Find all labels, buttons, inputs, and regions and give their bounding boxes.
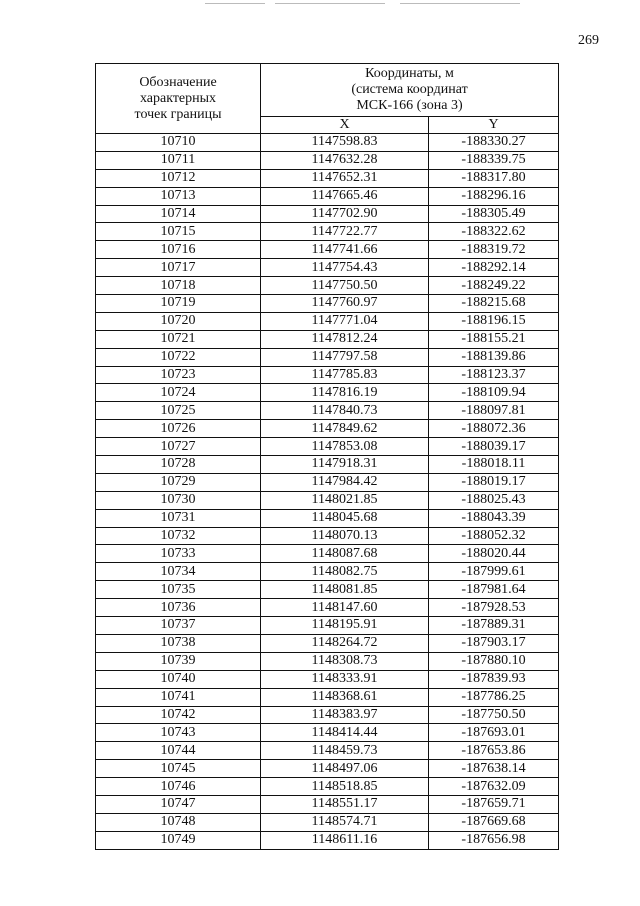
table-row [96, 205, 559, 223]
table-row [96, 581, 559, 599]
point-id-cell: 10728 [96, 456, 261, 474]
point-id-cell: 10738 [96, 634, 261, 652]
point-id-cell: 10711 [96, 151, 261, 169]
table-row [96, 778, 559, 796]
table-row [96, 688, 559, 706]
y-coordinate-cell: -187903.17 [429, 634, 559, 652]
top-scan-rule [275, 3, 385, 4]
top-scan-rule [205, 3, 265, 4]
table-row [96, 366, 559, 384]
point-id-cell: 10723 [96, 366, 261, 384]
point-id-cell: 10720 [96, 312, 261, 330]
point-id-cell: 10745 [96, 760, 261, 778]
table-row [96, 563, 559, 581]
y-coordinate-cell: -188215.68 [429, 295, 559, 313]
y-coordinate-cell: -188019.17 [429, 473, 559, 491]
y-coordinate-cell: -188339.75 [429, 151, 559, 169]
y-coordinate-cell: -188020.44 [429, 545, 559, 563]
table-row [96, 473, 559, 491]
x-coordinate-cell: 1147702.90 [261, 205, 429, 223]
x-coordinate-cell: 1147840.73 [261, 402, 429, 420]
x-coordinate-cell: 1148518.85 [261, 778, 429, 796]
point-id-cell: 10741 [96, 688, 261, 706]
point-id-cell: 10749 [96, 831, 261, 849]
x-coordinate-cell: 1148368.61 [261, 688, 429, 706]
x-coordinate-cell: 1148414.44 [261, 724, 429, 742]
x-coordinate-cell: 1147918.31 [261, 456, 429, 474]
table-row [96, 634, 559, 652]
point-id-cell: 10718 [96, 277, 261, 295]
point-id-cell: 10744 [96, 742, 261, 760]
coordinates-header [261, 64, 559, 117]
point-id-cell: 10715 [96, 223, 261, 241]
x-coordinate-cell: 1147771.04 [261, 312, 429, 330]
y-coordinate-cell: -188039.17 [429, 438, 559, 456]
x-coordinate-cell: 1147750.50 [261, 277, 429, 295]
y-coordinate-cell: -188317.80 [429, 169, 559, 187]
table-row [96, 402, 559, 420]
x-coordinate-cell: 1147632.28 [261, 151, 429, 169]
y-coordinate-cell: -187889.31 [429, 617, 559, 635]
point-id-cell: 10710 [96, 134, 261, 152]
point-id-cell: 10717 [96, 259, 261, 277]
y-coordinate-cell: -188018.11 [429, 456, 559, 474]
table-row [96, 330, 559, 348]
y-coordinate-cell: -188052.32 [429, 527, 559, 545]
table-row [96, 599, 559, 617]
table-row [96, 223, 559, 241]
table-row [96, 420, 559, 438]
table-row [96, 134, 559, 152]
y-coordinate-cell: -188319.72 [429, 241, 559, 259]
point-id-cell: 10712 [96, 169, 261, 187]
x-coordinate-cell: 1148611.16 [261, 831, 429, 849]
y-coordinate-cell: -188043.39 [429, 509, 559, 527]
x-coordinate-cell: 1148021.85 [261, 491, 429, 509]
table-row [96, 241, 559, 259]
top-scan-rule [400, 3, 520, 4]
table-row [96, 187, 559, 205]
coordinates-header-line: (система координат [351, 82, 468, 97]
table-row [96, 813, 559, 831]
y-coordinate-cell: -187999.61 [429, 563, 559, 581]
point-id-cell: 10730 [96, 491, 261, 509]
x-coordinate-cell: 1148574.71 [261, 813, 429, 831]
x-coordinate-cell: 1147652.31 [261, 169, 429, 187]
y-coordinate-cell: -188139.86 [429, 348, 559, 366]
designation-header [96, 64, 261, 134]
x-coordinate-cell: 1147760.97 [261, 295, 429, 313]
y-column-header: Y [429, 117, 559, 134]
table-row [96, 760, 559, 778]
table-row [96, 348, 559, 366]
x-coordinate-cell: 1147754.43 [261, 259, 429, 277]
table-row [96, 169, 559, 187]
y-coordinate-cell: -187669.68 [429, 813, 559, 831]
y-coordinate-cell: -187632.09 [429, 778, 559, 796]
point-id-cell: 10725 [96, 402, 261, 420]
y-coordinate-cell: -187786.25 [429, 688, 559, 706]
y-coordinate-cell: -187880.10 [429, 652, 559, 670]
point-id-cell: 10722 [96, 348, 261, 366]
x-column-header: X [261, 117, 429, 134]
y-coordinate-cell: -188196.15 [429, 312, 559, 330]
x-coordinate-cell: 1147741.66 [261, 241, 429, 259]
y-coordinate-cell: -188109.94 [429, 384, 559, 402]
table-row [96, 277, 559, 295]
table-row [96, 491, 559, 509]
table-row [96, 295, 559, 313]
y-coordinate-cell: -188155.21 [429, 330, 559, 348]
table-row [96, 742, 559, 760]
x-coordinate-cell: 1148070.13 [261, 527, 429, 545]
point-id-cell: 10748 [96, 813, 261, 831]
designation-header-line: точек границы [134, 106, 222, 122]
y-coordinate-cell: -187656.98 [429, 831, 559, 849]
point-id-cell: 10726 [96, 420, 261, 438]
x-coordinate-cell: 1148308.73 [261, 652, 429, 670]
point-id-cell: 10733 [96, 545, 261, 563]
coordinates-header-line: МСК-166 (зона 3) [356, 98, 463, 113]
point-id-cell: 10729 [96, 473, 261, 491]
point-id-cell: 10713 [96, 187, 261, 205]
y-coordinate-cell: -187981.64 [429, 581, 559, 599]
y-coordinate-cell: -188330.27 [429, 134, 559, 152]
designation-header-line: характерных [139, 90, 217, 106]
table-row [96, 545, 559, 563]
x-coordinate-cell: 1148081.85 [261, 581, 429, 599]
x-coordinate-cell: 1148195.91 [261, 617, 429, 635]
point-id-cell: 10742 [96, 706, 261, 724]
y-coordinate-cell: -187839.93 [429, 670, 559, 688]
y-coordinate-cell: -187750.50 [429, 706, 559, 724]
table-row [96, 456, 559, 474]
x-coordinate-cell: 1147812.24 [261, 330, 429, 348]
table-row [96, 831, 559, 849]
table-row [96, 706, 559, 724]
point-id-cell: 10736 [96, 599, 261, 617]
y-coordinate-cell: -187659.71 [429, 795, 559, 813]
point-id-cell: 10732 [96, 527, 261, 545]
x-coordinate-cell: 1147849.62 [261, 420, 429, 438]
point-id-cell: 10735 [96, 581, 261, 599]
table-row [96, 151, 559, 169]
point-id-cell: 10734 [96, 563, 261, 581]
x-coordinate-cell: 1148045.68 [261, 509, 429, 527]
x-coordinate-cell: 1148459.73 [261, 742, 429, 760]
table-row [96, 617, 559, 635]
y-coordinate-cell: -187928.53 [429, 599, 559, 617]
x-coordinate-cell: 1147984.42 [261, 473, 429, 491]
table-row [96, 312, 559, 330]
designation-header-line: Обозначение [139, 74, 217, 90]
table-row [96, 438, 559, 456]
y-coordinate-cell: -187653.86 [429, 742, 559, 760]
point-id-cell: 10724 [96, 384, 261, 402]
y-coordinate-cell: -188072.36 [429, 420, 559, 438]
point-id-cell: 10731 [96, 509, 261, 527]
point-id-cell: 10721 [96, 330, 261, 348]
table-row [96, 724, 559, 742]
x-coordinate-cell: 1148497.06 [261, 760, 429, 778]
y-coordinate-cell: -187693.01 [429, 724, 559, 742]
point-id-cell: 10716 [96, 241, 261, 259]
point-id-cell: 10740 [96, 670, 261, 688]
point-id-cell: 10714 [96, 205, 261, 223]
y-coordinate-cell: -188296.16 [429, 187, 559, 205]
x-coordinate-cell: 1147722.77 [261, 223, 429, 241]
x-coordinate-cell: 1148147.60 [261, 599, 429, 617]
y-coordinate-cell: -188249.22 [429, 277, 559, 295]
y-coordinate-cell: -188305.49 [429, 205, 559, 223]
x-coordinate-cell: 1148383.97 [261, 706, 429, 724]
y-coordinate-cell: -188322.62 [429, 223, 559, 241]
x-coordinate-cell: 1147797.58 [261, 348, 429, 366]
table-row [96, 259, 559, 277]
y-coordinate-cell: -188292.14 [429, 259, 559, 277]
table-row [96, 527, 559, 545]
x-coordinate-cell: 1148264.72 [261, 634, 429, 652]
point-id-cell: 10727 [96, 438, 261, 456]
table-row [96, 652, 559, 670]
x-coordinate-cell: 1147598.83 [261, 134, 429, 152]
point-id-cell: 10719 [96, 295, 261, 313]
point-id-cell: 10747 [96, 795, 261, 813]
point-id-cell: 10737 [96, 617, 261, 635]
x-coordinate-cell: 1148087.68 [261, 545, 429, 563]
table-row [96, 509, 559, 527]
table-row [96, 795, 559, 813]
x-coordinate-cell: 1147853.08 [261, 438, 429, 456]
page-number: 269 [578, 33, 599, 48]
x-coordinate-cell: 1147785.83 [261, 366, 429, 384]
table-row [96, 384, 559, 402]
coordinates-table [95, 63, 559, 850]
point-id-cell: 10739 [96, 652, 261, 670]
x-coordinate-cell: 1148333.91 [261, 670, 429, 688]
y-coordinate-cell: -188097.81 [429, 402, 559, 420]
y-coordinate-cell: -187638.14 [429, 760, 559, 778]
table-body [96, 134, 559, 850]
point-id-cell: 10743 [96, 724, 261, 742]
y-coordinate-cell: -188123.37 [429, 366, 559, 384]
coordinates-header-line: Координаты, м [365, 66, 454, 81]
x-coordinate-cell: 1147816.19 [261, 384, 429, 402]
y-coordinate-cell: -188025.43 [429, 491, 559, 509]
point-id-cell: 10746 [96, 778, 261, 796]
x-coordinate-cell: 1148082.75 [261, 563, 429, 581]
table-row [96, 670, 559, 688]
x-coordinate-cell: 1148551.17 [261, 795, 429, 813]
x-coordinate-cell: 1147665.46 [261, 187, 429, 205]
